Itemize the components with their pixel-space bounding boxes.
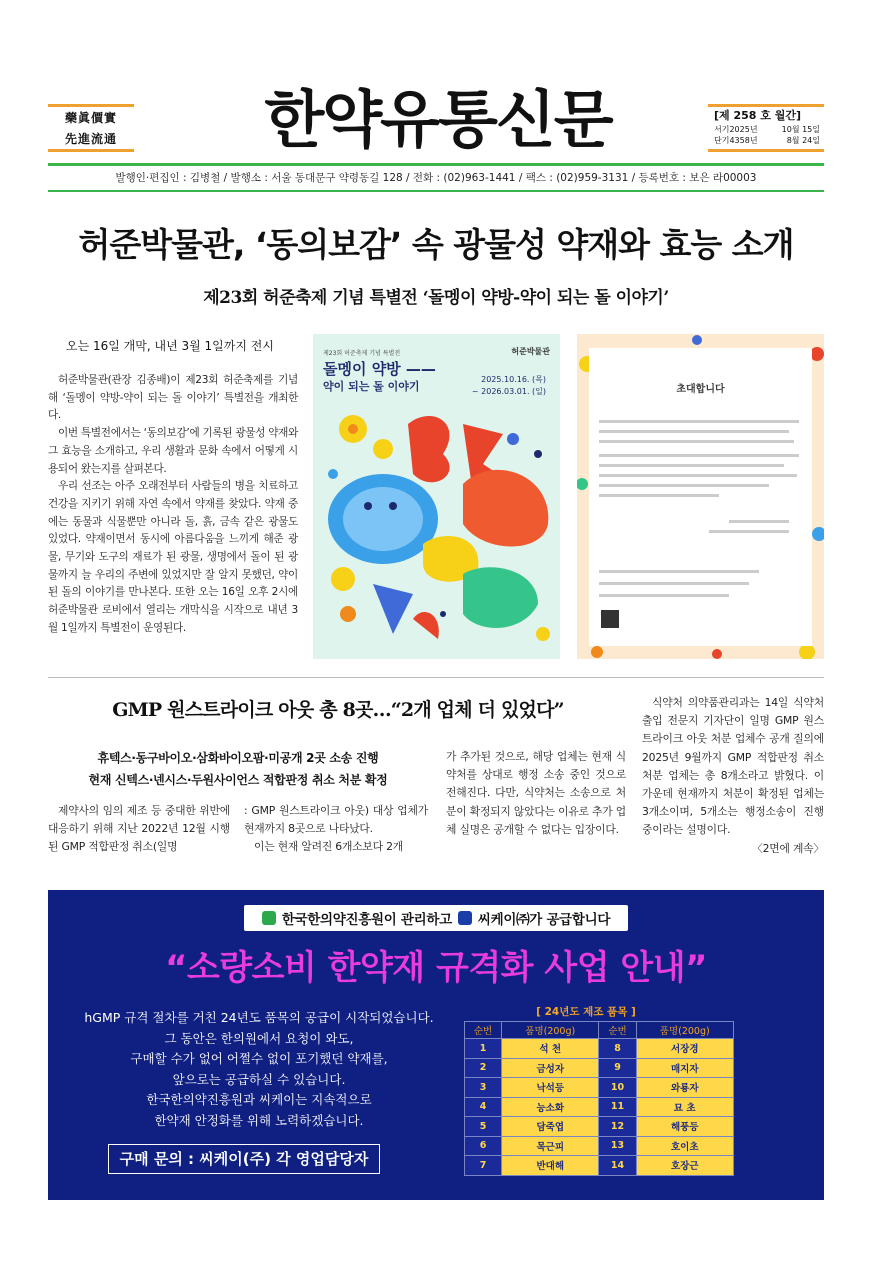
kiom-logo-icon <box>262 911 276 925</box>
exhibition-poster-image <box>313 334 560 659</box>
masthead-slogan <box>48 104 134 152</box>
ad-sponsor-2: 씨케이㈜가 공급합니다 <box>477 912 611 928</box>
article2-subheads <box>48 747 428 791</box>
poster-date-end: ~ 2026.03.01. (일) <box>471 387 546 396</box>
ad-body-line: 앞으로는 공급하실 수 있습니다. <box>172 1071 346 1087</box>
ad-body <box>64 1008 454 1131</box>
product-table <box>464 1021 734 1176</box>
article2-paragraph: : GMP 원스트라이크 아웃) 대상 업체가 현재까지 8곳으로 나타났다. <box>244 804 428 836</box>
article2-paragraph: 이는 현재 알려진 6개소보다 2개 <box>254 840 404 854</box>
poster-logo: 허준박물관 <box>511 347 550 356</box>
exhibition-invitation-image <box>577 334 824 659</box>
table-cell: 11 <box>599 1097 636 1117</box>
ad-table-title: [ 24년도 제조 품목 ] <box>536 1006 636 1018</box>
date-lunar: 8월 24일 <box>786 136 820 145</box>
article2-column-4 <box>642 694 824 858</box>
article2-subhead-1: 휴텍스·동구바이오·삼화바이오팜·미공개 2곳 소송 진행 <box>97 751 379 765</box>
poster-illustration <box>313 334 560 659</box>
article1-paragraph: 이번 특별전에서는 ‘동의보감’에 기록된 광물성 약재와 그 효능을 소개하고, 우리 생활과 문화 속에서 어떻게 시용되어 왔는지를 살펴본다. <box>48 427 299 475</box>
table-cell: 능소화 <box>502 1097 599 1117</box>
article1-subhead: 제23회 허준축제 기념 특별전 ‘돌멩이 약방-약이 되는 돌 이야기’ <box>203 288 669 308</box>
article2-headline: GMP 원스트라이크 아웃 총 8곳…“2개 업체 더 있었다” <box>112 699 564 721</box>
table-cell: 담죽엽 <box>502 1117 599 1137</box>
table-cell: 13 <box>599 1136 636 1156</box>
ad-body-line: 한약재 안정화를 위해 노력하겠습니다. <box>154 1112 364 1128</box>
date-dangun-label: 단기4358년 <box>714 136 758 145</box>
table-cell: 낙석등 <box>502 1078 599 1098</box>
poster-title: 돌멩이 약방 —— <box>323 360 436 378</box>
publisher-info: 발행인·편집인 : 김병철 / 발행소 : 서울 동대문구 약령동길 128 / 전화 : (02)963-1441 / 팩스 : (02)959-3131 / 등록번호 : 보은 라00003 <box>115 172 757 184</box>
table-cell: 호이초 <box>636 1136 733 1156</box>
table-row <box>465 1136 734 1156</box>
table-cell: 금성자 <box>502 1058 599 1078</box>
table-cell: 12 <box>599 1117 636 1137</box>
table-row <box>465 1058 734 1078</box>
slogan-line-1: 藥眞價實 <box>64 111 117 125</box>
table-cell: 6 <box>465 1136 502 1156</box>
table-cell: 묘 초 <box>636 1097 733 1117</box>
table-cell: 7 <box>465 1156 502 1176</box>
masthead-rule-top <box>48 163 824 166</box>
ck-logo-icon <box>458 911 472 925</box>
table-cell: 호장근 <box>636 1156 733 1176</box>
article1-headline: 허준박물관, ‘동의보감’ 속 광물성 약재와 효능 소개 <box>78 225 794 264</box>
table-cell: 10 <box>599 1078 636 1098</box>
table-cell: 5 <box>465 1117 502 1137</box>
ad-body-line: 그 동안은 한의원에서 요청이 와도, <box>164 1030 354 1046</box>
table-row <box>465 1097 734 1117</box>
section-divider <box>48 677 824 678</box>
ad-title: “소량소비 한약재 규격화 사업 안내” <box>165 948 707 988</box>
article2-paragraph: 식약처 의약품관리과는 14일 식약처 출입 전문지 기자단이 일명 GMP 원스트라이크 아웃 처분 업체수 공개 질의에 2025년 9월까지 GMP 적합판정 취소 처분 업체는 총 8개소라고 밝혔다. 이 가운데 현재까지 처분이 확정된 업체는 3개소이며, 5개소는 행정소송이 진행 중이라는 설명이다. <box>642 696 824 837</box>
ad-body-line: 한국한의약진흥원과 씨케이는 지속적으로 <box>146 1092 372 1107</box>
article1-lead: 오는 16일 개막, 내년 3월 1일까지 전시 <box>66 339 274 353</box>
continued-note: 〈2면에 계속〉 <box>751 841 824 855</box>
date-western-label: 서기2025년 <box>714 125 758 134</box>
table-row <box>465 1039 734 1059</box>
qr-code <box>601 610 619 628</box>
article1-body <box>48 372 298 638</box>
advertisement <box>48 890 824 1200</box>
table-header: 품명(200g) <box>502 1022 599 1039</box>
invitation-card <box>589 348 812 646</box>
article2-subhead-2: 현재 신텍스·넨시스·두원사이언스 적합판정 취소 처분 확정 <box>88 773 388 787</box>
table-row <box>465 1156 734 1176</box>
table-cell: 14 <box>599 1156 636 1176</box>
ad-contact: 구매 문의 : 씨케이(주) 각 영업담당자 <box>108 1144 380 1174</box>
article2-column-1 <box>48 802 230 857</box>
table-cell: 와룡자 <box>636 1078 733 1098</box>
ad-sponsor-1: 한국한의약진흥원이 관리하고 <box>281 912 452 928</box>
table-cell: 9 <box>599 1058 636 1078</box>
table-cell: 해풍등 <box>636 1117 733 1137</box>
article2-column-2 <box>244 802 428 857</box>
table-header: 품명(200g) <box>636 1022 733 1039</box>
table-cell: 서장경 <box>636 1039 733 1059</box>
article2-paragraph: 가 추가된 것으로, 해당 업체는 현재 식약처를 상대로 행정 소송 중인 것으로 전해진다. 다만, 식약처는 소송으로 처분이 확정되지 않았다는 이유로 추가 업체 실명은 공개할 수 없다는 입장이다. <box>446 750 626 836</box>
issue-number: [제 258 호 월간] <box>714 109 802 122</box>
table-cell: 4 <box>465 1097 502 1117</box>
issue-box <box>708 104 824 152</box>
masthead-rule-bottom <box>48 190 824 192</box>
article1-paragraph: 우리 선조는 아주 오래전부터 사람들의 병을 치료하고 건강을 지키기 위해 자연 속에서 약재를 찾았다. 약재 중에는 동물과 식물뿐만 아니라 돌, 흙, 금속 같은 광물도 있었다. 약재이면서 동시에 아름다움을 느끼게 해준 광물, 무기와 도구의 재료가 된 광물, 생명에서 돌이 된 광물까지 늘 우리의 주변에 있었지만 잘 알지 못했던, 약이 된 돌의 이야기를 만나본다. 또한 오는 16일 오후 2시에 허준박물관 로비에서 열리는 개막식을 시작으로 내년 3월 1일까지 특별전이 운영된다. <box>48 480 298 634</box>
article2-paragraph: 제약사의 임의 제조 등 중대한 위반에 대응하기 위해 지난 2022년 12월 시행된 GMP 적합판정 취소(일명 <box>48 804 230 854</box>
ad-body-line: 구매할 수가 없어 어쩔수 없이 포기했던 약재를, <box>130 1051 388 1066</box>
table-cell: 목근피 <box>502 1136 599 1156</box>
ad-sponsor-banner <box>244 905 628 931</box>
table-cell: 매지자 <box>636 1058 733 1078</box>
table-cell: 8 <box>599 1039 636 1059</box>
poster-date-start: 2025.10.16. (목) <box>481 375 546 384</box>
newspaper-title: 한약유통신문 <box>264 83 612 156</box>
table-cell: 석 천 <box>502 1039 599 1059</box>
table-cell: 1 <box>465 1039 502 1059</box>
ad-body-line: hGMP 규격 절차를 거친 24년도 품목의 공급이 시작되었습니다. <box>84 1010 434 1025</box>
table-header: 순번 <box>465 1022 502 1039</box>
poster-caption: 제23회 허준축제 기념 특별전 <box>323 350 401 357</box>
invitation-title: 초대합니다 <box>676 384 725 395</box>
table-row <box>465 1078 734 1098</box>
article1-paragraph: 허준박물관(관장 김종배)이 제23회 허준축제를 기념해 ‘돌멩이 약방-약이 되는 돌 이야기’ 특별전을 개최한다. <box>48 374 298 422</box>
table-row <box>465 1117 734 1137</box>
table-cell: 2 <box>465 1058 502 1078</box>
article2-column-3 <box>446 748 626 839</box>
table-header: 순번 <box>599 1022 636 1039</box>
date-western: 10월 15일 <box>781 125 820 134</box>
poster-subtitle: 약이 되는 돌 이야기 <box>323 380 420 393</box>
table-cell: 3 <box>465 1078 502 1098</box>
table-cell: 반대해 <box>502 1156 599 1176</box>
slogan-line-2: 先進流通 <box>64 132 117 146</box>
